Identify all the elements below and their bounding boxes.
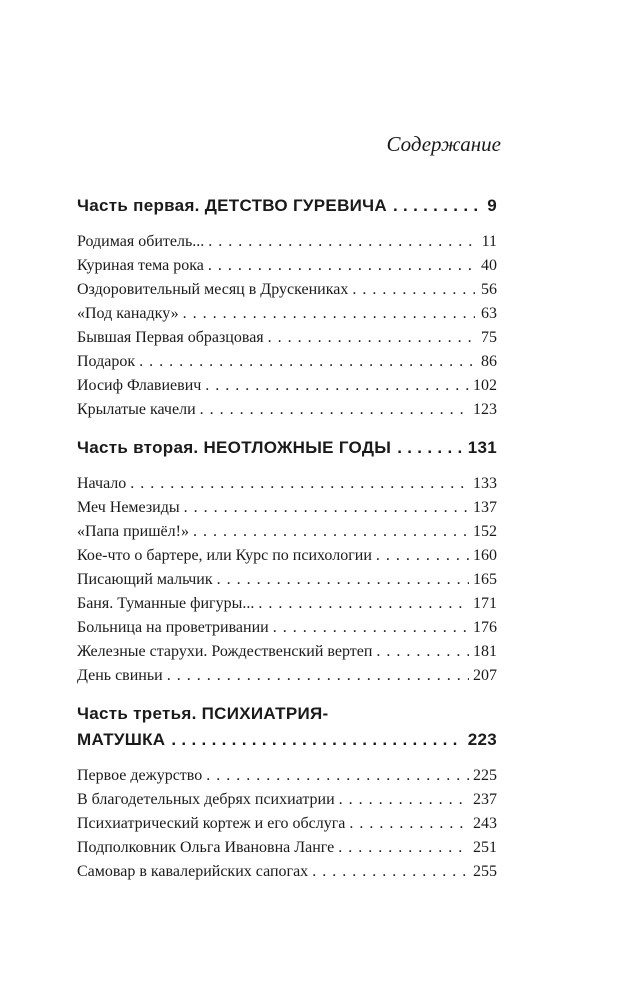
dot-leader <box>217 568 469 592</box>
part-one-group <box>77 196 497 422</box>
entry-title: «Папа пришёл!» <box>77 523 189 540</box>
entry-page-number: 86 <box>481 353 497 370</box>
part-one-entries <box>77 230 497 422</box>
part-page-number: 9 <box>487 196 497 215</box>
entry-page-number: 160 <box>473 547 497 564</box>
toc-entry[interactable] <box>77 496 497 520</box>
entry-title: Иосиф Флавиевич <box>77 377 202 394</box>
dot-leader <box>273 616 469 640</box>
dot-leader <box>312 860 469 884</box>
dot-leader <box>376 640 469 664</box>
entry-title: Крылатые качели <box>77 401 196 418</box>
entry-title: Оздоровительный месяц в Друскениках <box>77 281 349 298</box>
dot-leader <box>208 254 475 278</box>
entry-page-number: 255 <box>473 863 497 880</box>
dot-leader <box>193 520 469 544</box>
entry-page-number: 181 <box>473 643 497 660</box>
entry-title: Баня. Туманные фигуры... <box>77 595 255 612</box>
entry-page-number: 123 <box>473 401 497 418</box>
entry-title: В благодетельных дебрях психиатрии <box>77 791 335 808</box>
toc-entry[interactable] <box>77 836 497 860</box>
entry-page-number: 165 <box>473 571 497 588</box>
entry-page-number: 11 <box>481 233 497 250</box>
dot-leader <box>205 374 469 398</box>
dot-leader <box>338 836 469 860</box>
toc-entry[interactable] <box>77 350 497 374</box>
part-page-number: 223 <box>467 730 497 749</box>
dot-leader <box>397 438 462 458</box>
part-title-line2: МАТУШКА <box>77 730 166 749</box>
part-heading[interactable] <box>77 196 497 216</box>
entry-title: Меч Немезиды <box>77 499 180 516</box>
entry-title: Кое-что о бартере, или Курс по психологии <box>77 547 372 564</box>
toc-entry[interactable] <box>77 254 497 278</box>
toc-entry[interactable] <box>77 812 497 836</box>
entry-page-number: 237 <box>473 791 497 808</box>
part-heading[interactable] <box>77 704 497 750</box>
entry-title: «Под канадку» <box>77 305 179 322</box>
toc-entry[interactable] <box>77 640 497 664</box>
part-title-line1: Часть третья. ПСИХИАТРИЯ- <box>77 704 329 723</box>
dot-leader <box>376 544 469 568</box>
entry-page-number: 137 <box>473 499 497 516</box>
dot-leader <box>352 278 475 302</box>
dot-leader <box>139 350 475 374</box>
entry-title: Подполковник Ольга Ивановна Ланге <box>77 839 335 856</box>
part-three-group <box>77 704 497 884</box>
entry-title: Родимая обитель... <box>77 233 205 250</box>
toc-entry[interactable] <box>77 764 497 788</box>
toc-entry[interactable] <box>77 302 497 326</box>
toc-entry[interactable] <box>77 544 497 568</box>
part-heading[interactable] <box>77 438 497 458</box>
entry-title: Бывшая Первая образцовая <box>77 329 264 346</box>
dot-leader <box>184 496 469 520</box>
toc-entry[interactable] <box>77 616 497 640</box>
toc-entry[interactable] <box>77 860 497 884</box>
entry-title: Писающий мальчик <box>77 571 213 588</box>
dot-leader <box>258 592 469 616</box>
entry-page-number: 63 <box>481 305 497 322</box>
dot-leader <box>208 230 475 254</box>
dot-leader <box>167 664 469 688</box>
entry-title: Психиатрический кортеж и его обслуга <box>77 815 346 832</box>
entry-page-number: 176 <box>473 619 497 636</box>
contents-heading: Содержание <box>386 132 501 156</box>
entry-page-number: 56 <box>481 281 497 298</box>
entry-title: Начало <box>77 475 127 492</box>
entry-title: Больница на проветривании <box>77 619 269 636</box>
toc-entry[interactable] <box>77 664 497 688</box>
entry-page-number: 102 <box>473 377 497 394</box>
part-title: Часть первая. ДЕТСТВО ГУРЕВИЧА <box>77 196 387 215</box>
dot-leader <box>206 764 469 788</box>
toc-entry[interactable] <box>77 592 497 616</box>
entry-title: Железные старухи. Рождественский вертеп <box>77 643 373 660</box>
toc-entry[interactable] <box>77 520 497 544</box>
part-title-line2-row <box>77 730 497 750</box>
entry-title: Самовар в кавалерийских сапогах <box>77 863 309 880</box>
part-page-number: 131 <box>467 438 497 457</box>
entry-page-number: 207 <box>473 667 497 684</box>
part-title-line1-row <box>77 704 497 724</box>
entry-page-number: 133 <box>473 475 497 492</box>
toc-entry[interactable] <box>77 374 497 398</box>
toc-entry[interactable] <box>77 568 497 592</box>
dot-leader <box>200 398 469 422</box>
part-two-entries <box>77 472 497 688</box>
part-three-entries <box>77 764 497 884</box>
toc-entry[interactable] <box>77 230 497 254</box>
dot-leader <box>183 302 475 326</box>
entry-title: День свиньи <box>77 667 163 684</box>
entry-page-number: 243 <box>473 815 497 832</box>
dot-leader <box>171 730 461 750</box>
dot-leader <box>393 196 481 216</box>
entry-page-number: 75 <box>481 329 497 346</box>
toc-entry[interactable] <box>77 788 497 812</box>
toc-entry[interactable] <box>77 326 497 350</box>
dot-leader <box>130 472 469 496</box>
toc-entry[interactable] <box>77 278 497 302</box>
entry-page-number: 251 <box>473 839 497 856</box>
entry-page-number: 171 <box>473 595 497 612</box>
entry-title: Подарок <box>77 353 136 370</box>
entry-title: Куриная тема рока <box>77 257 204 274</box>
dot-leader <box>268 326 475 350</box>
dot-leader <box>339 788 469 812</box>
toc-entry[interactable] <box>77 472 497 496</box>
part-two-group <box>77 438 497 688</box>
entry-title: Первое дежурство <box>77 767 203 784</box>
dot-leader <box>349 812 469 836</box>
part-title: Часть вторая. НЕОТЛОЖНЫЕ ГОДЫ <box>77 438 392 457</box>
table-of-contents <box>77 196 497 884</box>
entry-page-number: 152 <box>473 523 497 540</box>
entry-page-number: 40 <box>481 257 497 274</box>
entry-page-number: 225 <box>473 767 497 784</box>
toc-entry[interactable] <box>77 398 497 422</box>
